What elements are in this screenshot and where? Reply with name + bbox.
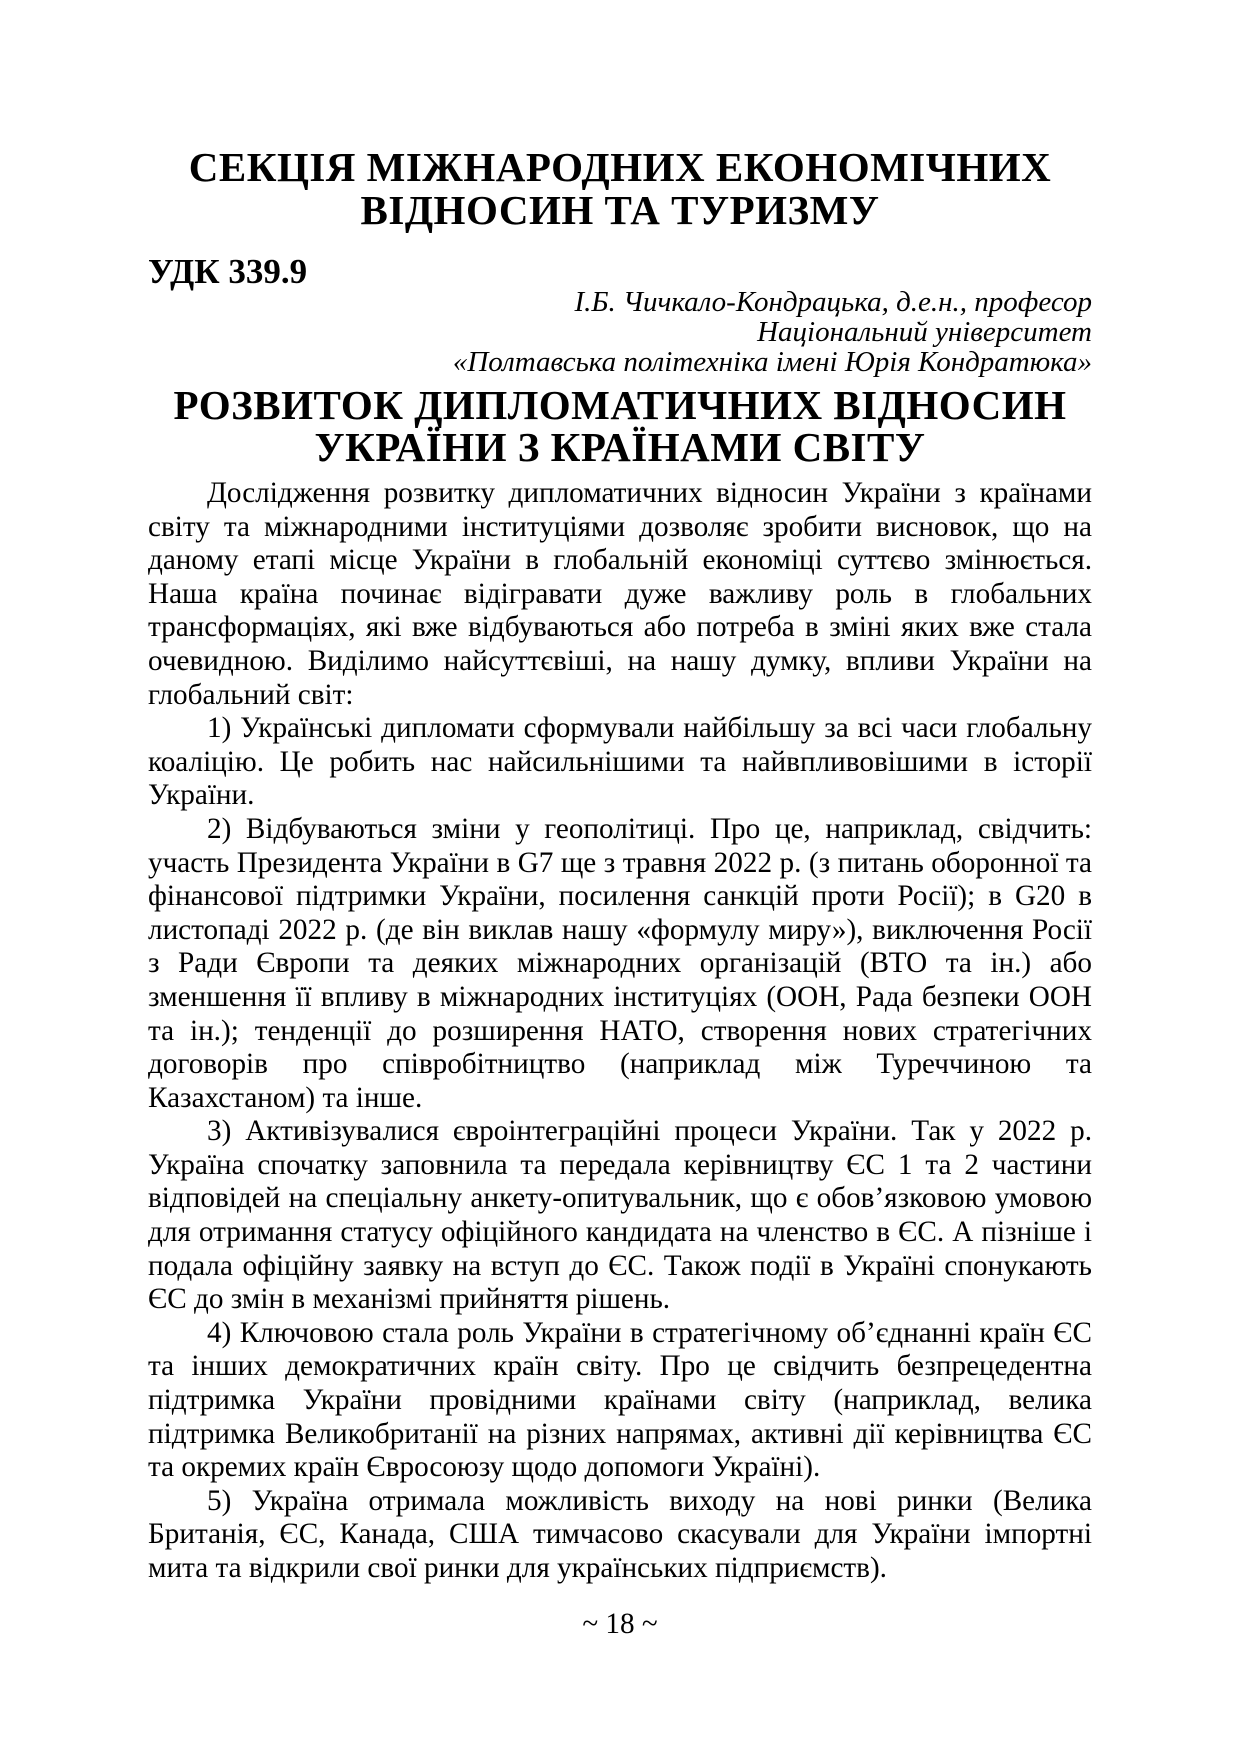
article-title: РОЗВИТОК ДИПЛОМАТИЧНИХ ВІДНОСИН УКРАЇНИ З КРАЇНАМИ СВІТУ <box>173 382 1067 470</box>
author-name-degree: І.Б. Чичкало-Кондрацька, д.е.н., професор <box>574 286 1092 318</box>
paragraph-intro: Дослідження розвитку дипломатичних відносин України з країнами світу та міжнародними інституціями дозволяє зробити висновок, що на даному етапі місце України в глобальній економіці суттєво змінюється. Наша країна починає відігравати дуже важливу роль в глобальних трансформаціях, які вже відбуваються або потреба в зміні яких вже стала очевидною. Виділимо найсуттєвіші, на нашу думку, впливи України на глобальний світ: <box>148 477 1092 711</box>
section-title: СЕКЦІЯ МІЖНАРОДНИХ ЕКОНОМІЧНИХ ВІДНОСИН ТА ТУРИЗМУ <box>188 144 1052 233</box>
author-affiliation: Національний університет <box>757 316 1092 348</box>
paragraph-item-3: 3) Активізувалися євроінтеграційні процеси України. Так у 2022 р. Україна спочатку заповнила та передала керівництву ЄС 1 та 2 частини відповідей на спеціальну анкету-опитувальник, що є обов’язковою умовою для отримання статусу офіційного кандидата на членство в ЄС. А пізніше і подала офіційну заявку на вступ до ЄС. Також події в Україні спонукають ЄС до змін в механізмі прийняття рішень. <box>148 1115 1092 1316</box>
article-body <box>148 477 1092 1586</box>
paragraph-item-5: 5) Україна отримала можливість виходу на нові ринки (Велика Британія, ЄС, Канада, США тимчасово скасували для України імпортні мита та відкрили свої ринки для українських підприємств). <box>148 1484 1092 1584</box>
author-affiliation-name: «Полтавська політехніка імені Юрія Кондратюка» <box>452 346 1092 378</box>
udc-code: УДК 339.9 <box>148 252 308 291</box>
paragraph-item-2: 2) Відбуваються зміни у геополітиці. Про це, наприклад, свідчить: участь Президента України в G7 ще з травня 2022 р. (з питань оборонної та фінансової підтримки України, посилення санкцій проти Росії); в G20 в листопаді 2022 р. (де він виклав нашу «формулу миру»), виключення Росії з Ради Європи та деяких міжнародних організацій (ВТО та ін.) або зменшення її впливу в міжнародних інституціях (ООН, Рада безпеки ООН та ін.); тенденції до розширення НАТО, створення нових стратегічних договорів про співробітництво (наприклад між Туреччиною та Казахстаном) та інше. <box>148 812 1092 1114</box>
paragraph-item-4: 4) Ключовою стала роль України в стратегічному об’єднанні країн ЄС та інших демократичних країн світу. Про це свідчить безпрецедентна підтримка України провідними країнами світу (наприклад, велика підтримка Великобританії на різних напрямах, активні дії керівництва ЄС та окремих країн Євросоюзу щодо допомоги Україні). <box>148 1316 1092 1484</box>
page-number: ~ 18 ~ <box>582 1608 658 1640</box>
author-block <box>148 287 1092 377</box>
paragraph-item-1: 1) Українські дипломати сформували найбільшу за всі часи глобальну коаліцію. Це робить нас найсильнішими та найвпливовішими в історії України. <box>148 712 1092 812</box>
